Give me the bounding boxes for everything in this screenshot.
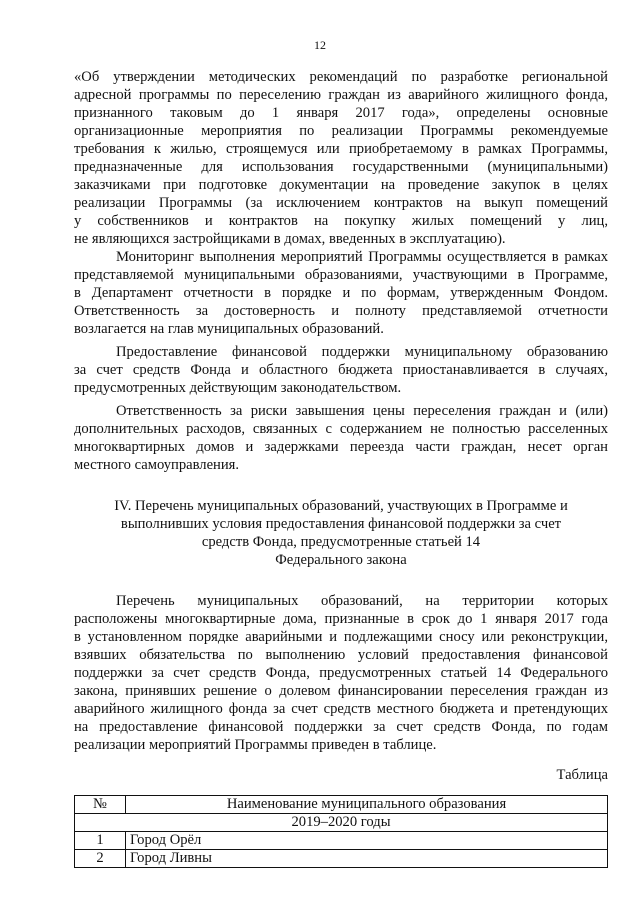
heading-line: выполнивших условия предоставления финансовой поддержки за счет xyxy=(120,516,562,532)
text-line: предусмотренных действующим законодательством. xyxy=(74,380,402,396)
text-line: дополнительных расходов, связанных с содержанием не полностью расселенных xyxy=(74,421,608,437)
text-line: реализации Программы (за исключением контрактов на выкуп помещений xyxy=(74,195,608,211)
heading-line: Федерального закона xyxy=(275,552,407,568)
text-line: Ответственность за риски завышения цены переселения граждан и (или) xyxy=(116,403,608,419)
table-group-row xyxy=(75,814,608,832)
text-line: требования к жилью, строящемуся или приобретаемому в рамках Программы, xyxy=(74,141,608,157)
text-line: адресной программы по переселению граждан из аварийного жилищного фонда, xyxy=(74,87,608,103)
text-line: закона, принявших решение о долевом финансировании переселения граждан из xyxy=(74,683,608,699)
text-line: представляемой муниципальными образованиями, участвующими в Программе, xyxy=(74,267,608,283)
row-municipality-name: Город Ливны xyxy=(126,850,608,868)
text-line: поддержки за счет средств Фонда, предусмотренных статьей 14 Федерального xyxy=(74,665,608,681)
text-line: многоквартирных домов и задержками переезда части граждан, несет орган xyxy=(74,439,608,455)
text-line: Перечень муниципальных образований, на территории которых xyxy=(116,593,608,609)
table-header-row xyxy=(75,796,608,814)
municipalities-table xyxy=(74,795,608,868)
text-line: расположены многоквартирные дома, признанные в срок до 1 января 2017 года xyxy=(74,611,608,627)
heading-line: средств Фонда, предусмотренные статьей 14 xyxy=(201,534,481,550)
text-line: организационные мероприятия по реализации Программы рекомендуемые xyxy=(74,123,608,139)
header-municipality-name: Наименование муниципального образования xyxy=(126,796,608,814)
text-line: в установленном порядке аварийными и подлежащими сносу или реконструкции, xyxy=(74,629,608,645)
text-line: признанного таковым до 1 января 2017 года», определены основные xyxy=(74,105,608,121)
text-line: предназначенные для использования государственными (муниципальными) xyxy=(74,159,608,175)
text-line: «Об утверждении методических рекомендаций по разработке региональной xyxy=(74,69,608,85)
text-line: аварийного жилищного фонда за счет средств местного бюджета и претендующих xyxy=(74,701,608,717)
text-line: возлагается на глав муниципальных образований. xyxy=(74,321,384,337)
text-line: Ответственность за достоверность и полноту представляемой отчетности xyxy=(74,303,608,319)
row-number: 2 xyxy=(75,850,126,868)
row-number: 1 xyxy=(75,832,126,850)
text-line: на предоставление финансовой поддержки за счет средств Фонда, по годам xyxy=(74,719,608,735)
row-municipality-name: Город Орёл xyxy=(126,832,608,850)
heading-line: IV. Перечень муниципальных образований, участвующих в Программе и xyxy=(114,498,568,514)
text-line: взявших обязательства по выполнению условий предоставления финансовой xyxy=(74,647,608,663)
text-line: реализации мероприятий Программы приведен в таблице. xyxy=(74,737,437,753)
table-caption: Таблица xyxy=(556,767,608,783)
header-number: № xyxy=(75,796,126,814)
text-line: местного самоуправления. xyxy=(74,457,240,473)
table-row xyxy=(75,850,608,868)
text-line: не являющихся застройщиками в домах, введенных в эксплуатацию). xyxy=(74,231,506,247)
text-line: за счет средств Фонда и областного бюджета приостанавливается в случаях, xyxy=(74,362,608,378)
text-line: Мониторинг выполнения мероприятий Программы осуществляется в рамках xyxy=(116,249,608,265)
text-line: у собственников и контрактов на покупку жилых помещений у лиц, xyxy=(74,213,608,229)
table-row xyxy=(75,832,608,850)
group-label: 2019–2020 годы xyxy=(75,814,608,832)
text-line: в Департамент отчетности в порядке и по формам, утвержденным Фондом. xyxy=(74,285,608,301)
text-line: Предоставление финансовой поддержки муниципальному образованию xyxy=(116,344,608,360)
page-number: 12 xyxy=(314,38,326,52)
text-line: заказчиками при подготовке документации на проведение закупок в целях xyxy=(74,177,608,193)
